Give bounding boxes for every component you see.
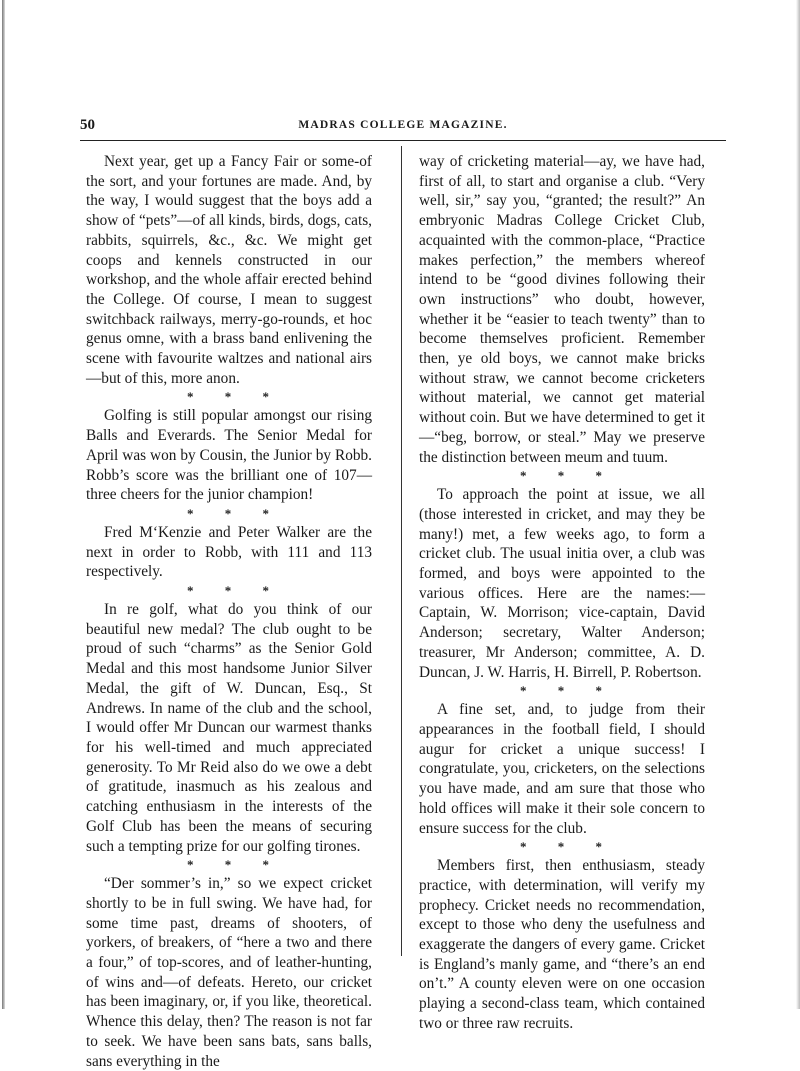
right-column	[419, 152, 705, 1034]
section-separator: * * *	[520, 683, 604, 699]
header-rule	[80, 140, 726, 141]
paragraph-golf-medal: In re golf, what do you think of our beautiful new medal? The club ought to be proud of such “charms” as the Senior Gold Medal and this most handsome Junior Silver Medal, the gift of W. Duncan, Esq., St Andrews. In name of the club and the school, I would offer Mr Duncan our warmest thanks for his well-timed and much appreciated generosity. To Mr Reid also do we owe a debt of gratitude, inasmuch as his zealous and catching enthusiasm in the interests of the Golf Club has been the means of securing such a tempting prize for our golfing tirones.	[86, 601, 372, 855]
section-separator: * * *	[520, 839, 604, 855]
section-separator: * * *	[187, 389, 271, 405]
page-header	[80, 117, 726, 137]
paragraph-cricket-club: To approach the point at issue, we all (those interested in cricket, and may they be many!) met, a few weeks ago, to form a cricket club. The usual initia over, a club was formed, and boys were appointed to the various offices. Here are the names:—Captain, W. Morrison; vice-captain, David Anderson; secretary, Walter Anderson; treasurer, Mr Anderson; committee, A. D. Duncan, J. W. Harris, H. Birrell, P. Robertson.	[419, 486, 705, 681]
column-divider	[401, 146, 402, 956]
page-edge	[2, 0, 5, 1009]
section-separator: * * *	[187, 505, 271, 521]
paragraph-cricket-material: way of cricketing material—ay, we have had, first of all, to start and organise a club. “Very well, sir,” say you, “granted; the result?” An embryonic Madras College Cricket Club, acquainted with the common-place, “Practice makes perfection,” the members whereof intend to be “good divines following their own instructions” who doubt, however, whether it be “easier to teach twenty” than to become themselves proficient. Remember then, ye old boys, we cannot make bricks without straw, we cannot become cricketers without material, we cannot get material without coin. But we have determined to get it—“beg, borrow, or steal.” May we preserve the distinction between meum and tuum.	[419, 153, 705, 466]
left-column	[86, 152, 372, 1071]
section-separator: * * *	[520, 468, 604, 484]
page-number: 50	[80, 117, 95, 133]
page-shadow	[796, 0, 800, 1009]
section-separator: * * *	[187, 583, 271, 599]
paragraph-fine-set: A fine set, and, to judge from their appearances in the football field, I should augur for cricket a unique success! I congratulate, you, cricketers, on the selections you have made, and am sure that those who hold offices will make it their sole concern to ensure success for the club.	[419, 701, 705, 837]
section-separator: * * *	[187, 857, 271, 873]
paragraph-golfing: Golfing is still popular amongst our rising Balls and Everards. The Senior Medal for April was won by Cousin, the Junior by Robb. Robb’s score was the brilliant one of 107—three cheers for the junior champion!	[86, 407, 372, 504]
paragraph-fancy-fair: Next year, get up a Fancy Fair or some-of the sort, and your fortunes are made. And, by the way, I would suggest that the boys add a show of “pets”—of all kinds, birds, dogs, cats, rabbits, squirrels, &c., &c. We might get coops and kennels constructed in our workshop, and the whole affair erected behind the College. Of course, I mean to suggest switchback railways, merry-go-rounds, et hoc genus omne, with a brass band enlivening the scene with favourite waltzes and national airs—but of this, more anon.	[86, 153, 372, 387]
paragraph-members-first: Members first, then enthusiasm, steady practice, with determination, will verify my prophecy. Cricket needs no recommendation, except to those who deny the usefulness and exaggerate the dangers of every game. Cricket is England’s manly game, and “there’s an end on’t.” A county eleven were on one occasion playing a second-class team, which contained two or three raw recruits.	[419, 857, 705, 1032]
paragraph-cricket-intro: “Der sommer’s in,” so we expect cricket shortly to be in full swing. We have had, for some time past, dreams of shooters, of yorkers, of breakers, of “here a two and there a four,” of top-scores, and of leather-hunting, of wins and—of defeats. Hereto, our cricket has been imaginary, or, if you like, theoretical. Whence this delay, then? The reason is not far to seek. We have been sans bats, sans balls, sans everything in the	[86, 875, 372, 1070]
paragraph-golf-scores: Fred M‘Kenzie and Peter Walker are the next in order to Robb, with 111 and 113 respectively.	[86, 523, 372, 581]
running-title: MADRAS COLLEGE MAGAZINE.	[298, 119, 508, 131]
